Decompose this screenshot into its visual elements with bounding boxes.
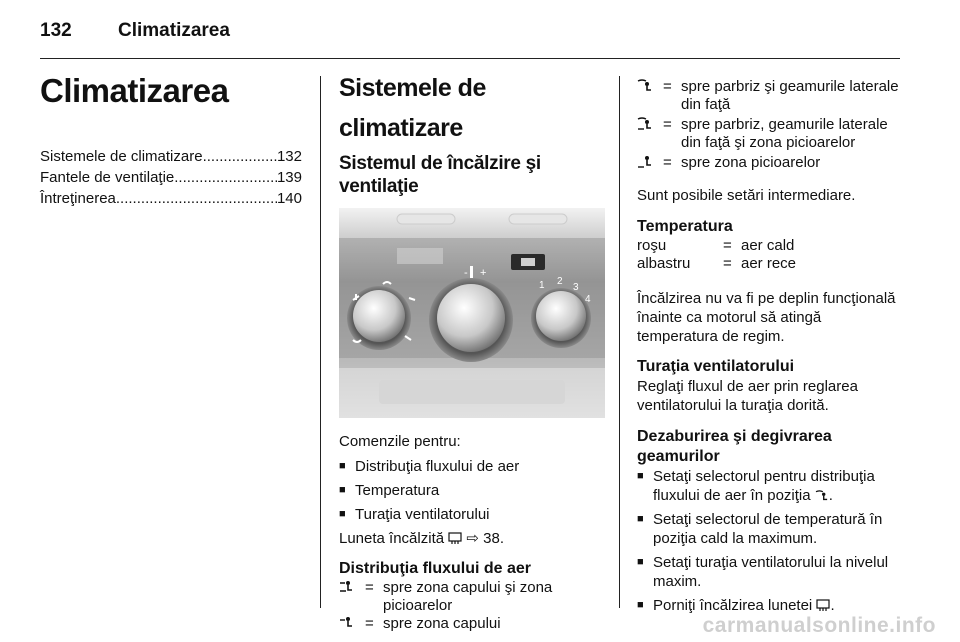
column-divider-2 [619,76,620,608]
list-item: ■ Setaţi turaţia ventilatorului la nivelul maxim. [637,554,889,590]
section-title: Sistemele de climatizare [339,74,486,142]
list-item: ■ Setaţi selectorul de temperatură în poziţia cald la maximum. [637,511,883,547]
definition-row: = spre zona picioarelor [637,154,903,172]
list-item: ■ Porniţi încălzirea lunetei . [637,597,835,614]
windscreen-vent-icon [815,490,829,502]
temp-plus-label: + [480,267,487,279]
chapter-title: Climatizarea [40,72,229,109]
toc-label: Fantele de ventilaţie [40,169,175,186]
windscreen-and-feet-vent-icon [637,117,653,131]
fan-speed-text: Reglaţi fluxul de aer prin reglarea ventilatorului la turaţia dorită. [637,378,858,414]
definition-row: = spre zona capului şi zona picioarelor [339,579,605,615]
toc-page: 132 [276,148,302,165]
definition-row: = spre zona capului [339,615,605,633]
defog-title: Dezaburirea şi degivrarea geamurilor [637,428,832,465]
rear-window-heater-icon [816,599,830,612]
air-distribution-title: Distribuţia fluxului de aer [339,560,532,577]
toc-label: Întreţinerea [40,190,116,207]
toc-page: 140 [276,190,302,207]
toc-leader [174,167,277,188]
header-rule [40,58,900,59]
toc-leader [203,146,277,167]
head-vent-icon [339,616,355,630]
reference-arrow-icon: ⇨ [466,530,479,547]
temperature-note: Încălzirea nu va fi pe deplin funcţională înainte ca motorul să atingă temperatura de regim. [637,290,896,345]
middle-column [339,68,605,633]
list-item: ■ Temperatura [339,482,440,499]
fan-level-label: 4 [585,294,591,305]
list-item: ■ Setaţi selectorul pentru distribuţia fluxului de aer în poziţia . [637,468,875,504]
intermediate-note: Sunt posibile setări intermediare. [637,187,856,204]
definition-row: = spre parbriz, geamurile laterale din faţă şi zona picioarelor [637,116,903,152]
list-item: ■ Distribuţia fluxului de aer [339,458,520,475]
table-of-contents [40,146,302,209]
page-number: 132 [40,20,72,41]
right-column [637,78,903,615]
column-divider-1 [320,76,321,608]
definition-row: = spre parbriz şi geamurile laterale din faţă [637,78,903,114]
temp-minus-label: - [464,267,468,279]
subsection-title: Sistemul de încălzire şi ventilaţie [339,153,541,197]
running-header: Climatizarea [118,20,230,41]
temperature-title: Temperatura [637,218,733,235]
controls-intro: Comenzile pentru: [339,433,461,450]
fan-level-label: 2 [557,276,563,287]
definition-row: roşu = aer cald [637,237,795,254]
watermark: carmanualsonline.info [702,614,936,637]
toc-entry[interactable] [40,146,302,167]
fan-level-label: 1 [539,280,545,291]
head-and-feet-vent-icon [339,580,355,594]
fan-level-label: 3 [573,282,579,293]
fan-speed-title: Turaţia ventilatorului [637,358,795,375]
toc-entry[interactable] [40,188,302,209]
toc-entry[interactable] [40,167,302,188]
rear-window-ref: Luneta încălzită ⇨ 38. [339,530,505,547]
definition-row: albastru = aer rece [637,255,797,272]
rear-window-heater-icon [448,532,462,545]
windscreen-vent-icon [637,79,653,93]
control-panel-photo [339,208,605,418]
list-item: ■ Turaţia ventilatorului [339,506,490,523]
left-column [40,68,302,209]
feet-vent-icon [637,155,653,169]
toc-label: Sistemele de climatizare [40,148,203,165]
toc-page: 139 [276,169,302,186]
toc-leader [116,188,277,209]
